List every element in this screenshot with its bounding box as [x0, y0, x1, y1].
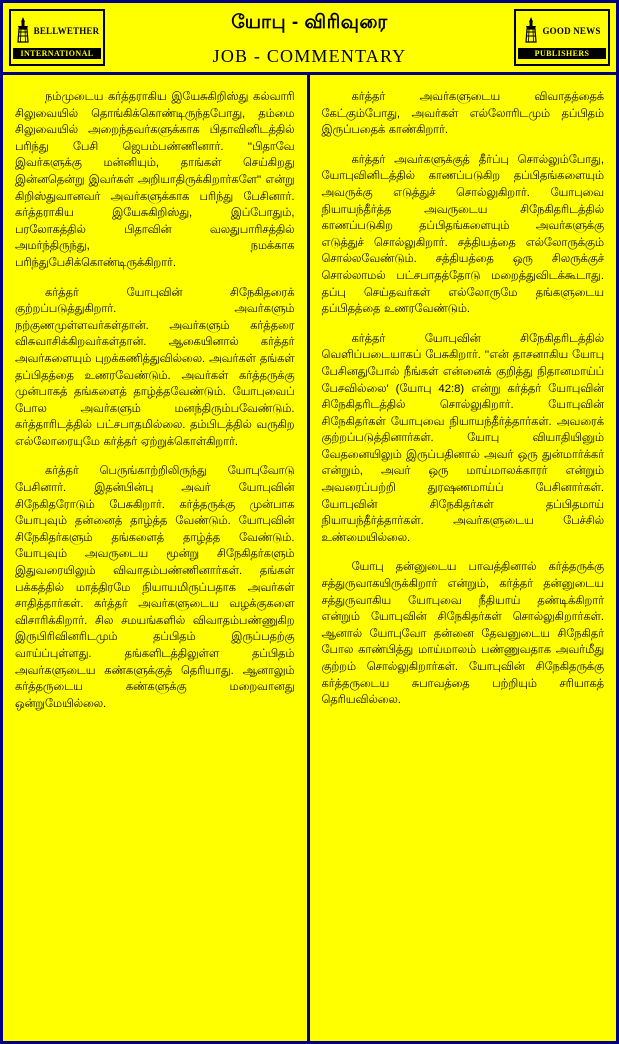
- logo-left-line2: INTERNATIONAL: [13, 48, 101, 59]
- paragraph: கர்த்தர் அவர்களுடைய விவாதத்தைக் கேட்கும்போது, அவர்கள் எல்லோரிடமும் தப்பிதம் இருப்பதைக் காண்கிறார்.: [321, 91, 604, 137]
- left-column: [3, 75, 310, 1041]
- tower-icon: [15, 17, 31, 48]
- logo-right-line1: GOOD NEWS: [542, 26, 601, 37]
- logo-left-words: [34, 27, 100, 36]
- paragraph: யோபு தன்னுடைய பாவத்தினால் கர்த்தருக்கு சத்துருவாகயிருக்கிறார் என்றும், கர்த்தர் தன்னுடைய சத்துருவாகிய யோபுவை நீதியாய் தண்டிக்கிறார் என்றும் யோபுவின் சிநேகிதர்கள் சொல்லுகிறார்கள். ஆனால் யோபுவோ தன்னை தேவனுடைய சிநேகிதர் போல காண்பித்து மாய்மாலம் பண்ணுவதாக அவர்மீது குற்றம் சொல்லுகிறார்கள். யோபுவின் சிநேகிதருக்கு கர்த்தருடைய சுபாவத்தை பற்றியும் சரியாகத் தெரியவில்லை.: [321, 561, 604, 707]
- body-columns: [3, 75, 616, 1041]
- publisher-logo-right: [514, 9, 610, 66]
- paragraph: கர்த்தர் யோபுவின் சிநேகிதரைக் குற்றப்படுத்துகிறார். அவர்களும் நற்குணமுள்ளவர்கள்தான். அவர்களும் கர்த்தரை விசுவாசிக்கிறவர்கள்தான். ஆகையினால் கர்த்தர் அவர்களையும் புறக்கணித்துவில்லை. அவர்கள் தங்கள் தப்பிதத்தை உணரவேண்டும். அவர்கள் கர்த்தருக்கு முன்பாகத் தங்களைத் தாழ்த்தவேண்டும். யோபுவைப் போல அவர்களும் மனந்திரும்பவேண்டும். கர்த்தாரிடத்தில் பட்சபாதமில்லை. தம்பிடத்தில் வருகிற எல்லோரையுமே கர்த்தர் ஏற்றுக்கொள்கிறார்.: [15, 286, 295, 448]
- paragraph: நம்முடைய கர்த்தராகிய இயேசுகிறிஸ்து கல்வாரி சிலுவையில் தொங்கிக்கொண்டிருந்தபோது, தம்மை சிலுவையில் அறைந்தவர்களுக்காக பிதாவினிடத்தில் பரிந்து பேசி ஜெபம்பண்ணினார். ''பிதாவே இவர்களுக்கு மன்னியும், தாங்கள் செய்கிறது இன்னதென்று இவர்கள் அறியாதிருக்கிறார்களே'' என்று கிறிஸ்துவானவர் அவர்களுக்காக பரிந்து பேசினார். கர்த்தராகிய இயேசுகிறிஸ்து, இப்போதும், பரலோகத்தில் பிதாவின் வலதுபாரிசத்தில் அமர்ந்திருந்து, நமக்காக பரிந்துபேசிக்கொண்டிருக்கிறார்.: [15, 91, 295, 269]
- logo-left-line1: BELLWETHER: [33, 26, 100, 37]
- page-header: [3, 3, 616, 75]
- paragraph: கர்த்தர் அவர்களுக்குத் தீர்ப்பு சொல்லும்போது, யோபுவினிடத்தில் காணப்படுகிற தப்பிதங்களையும் அவருக்கு எடுத்துச் சொல்லுகிறார். யோபுவை நியாயந்தீர்த்த அவருடைய சிநேகிதரிடத்தில் காணப்படுகிற தப்பிதங்களையும் அவர்களுக்கு எடுத்துச் சொல்லுகிறார். சத்தியத்தை எல்லோருக்கும் சொல்லவேண்டும். சத்தியத்தை ஒரு சிலருக்குச் சொல்லாமல் பட்சபாதத்தோடு மறைத்துவிடக்கூடாது. தப்பு செய்தவர்கள் எல்லோருமே தங்களுடைய தப்பிதத்தை உணரவேண்டும்.: [321, 153, 604, 316]
- logo-right-inner: [518, 17, 606, 48]
- paragraph: கர்த்தர் யோபுவின் சிநேகிதரிடத்தில் வெளிப்படையாகப் பேசுகிறார். ''என் தாசனாகிய யோபு பேசினதுபோல் நீங்கள் என்னைக் குறித்து நிதானமாய்ப் பேசவில்லை' (யோபு 42:8) என்று கர்த்தர் யோபுவின் சிநேகிதரிடத்தில் சொல்லுகிறார். யோபுவின் சிநேகிதர்கள் யோபுவை நியாயந்தீர்த்தார்கள். அவரைக் குற்றப்படுத்தினார்கள். யோபு வியாதியினும் வேதனையிலும் இருப்பதினால் அவர் ஒரு துன்மார்க்கர் என்றும், அவர் ஒரு மாய்மாலக்காரர் என்றும் அவரைப்பற்றி துரஷணமாய்ப் பேசினார்கள். யோபுவின் சிநேகிதர்கள் தப்பிதமாய் நியாயந்தீர்த்தார்கள். அவர்களுடைய பேச்சில் உண்மையில்லை.: [321, 332, 604, 544]
- logo-right-words: [542, 27, 600, 36]
- paragraph: கர்த்தர் பெருங்காற்றிலிருந்து யோபுவோடு பேசினார். இதன்பின்பு அவர் யோபுவின் சிநேகிதரோடும் பேசுகிறார். கர்த்தருக்கு முன்பாக யோபுவும் தன்னைத் தாழ்த்த வேண்டும். யோபுவின் சிநேகிதர்களும் தங்களைத் தாழ்த்த வேண்டும். யோபுவும் அவருடைய மூன்று சிநேகிதர்களும் இதுவரையிலும் விவாதம்பண்ணினார்கள். தங்கள் பக்கத்தில் மாத்திரமே நியாயமிருப்பதாக அவர்கள் சாதித்தார்கள். கர்த்தர் அவர்களுடைய வழக்குகளை விசாரிக்கிறார். சில சமயங்களில் விவாதம்பண்ணுகிற இருபிரிவினரிடமும் தப்பிதம் இருப்பதற்கு வாய்ப்புள்ளது. தங்களிடத்திலுள்ள தப்பிதம் அவர்களுடைய கண்களுக்குத் தெரியாது. ஆனாலும் கர்த்தருடைய கண்களுக்கு மறைவானது ஒன்றுமேயில்லை.: [15, 465, 295, 710]
- right-column: [310, 75, 617, 1041]
- logo-right-line2: PUBLISHERS: [518, 48, 606, 59]
- publisher-logo-left: [9, 9, 105, 66]
- title-english: JOB - COMMENTARY: [212, 46, 407, 66]
- title-tamil: யோபு - விரிவுரை: [231, 12, 388, 33]
- logo-left-inner: [13, 17, 101, 48]
- tower-icon: [523, 17, 539, 48]
- page-title: [111, 3, 508, 72]
